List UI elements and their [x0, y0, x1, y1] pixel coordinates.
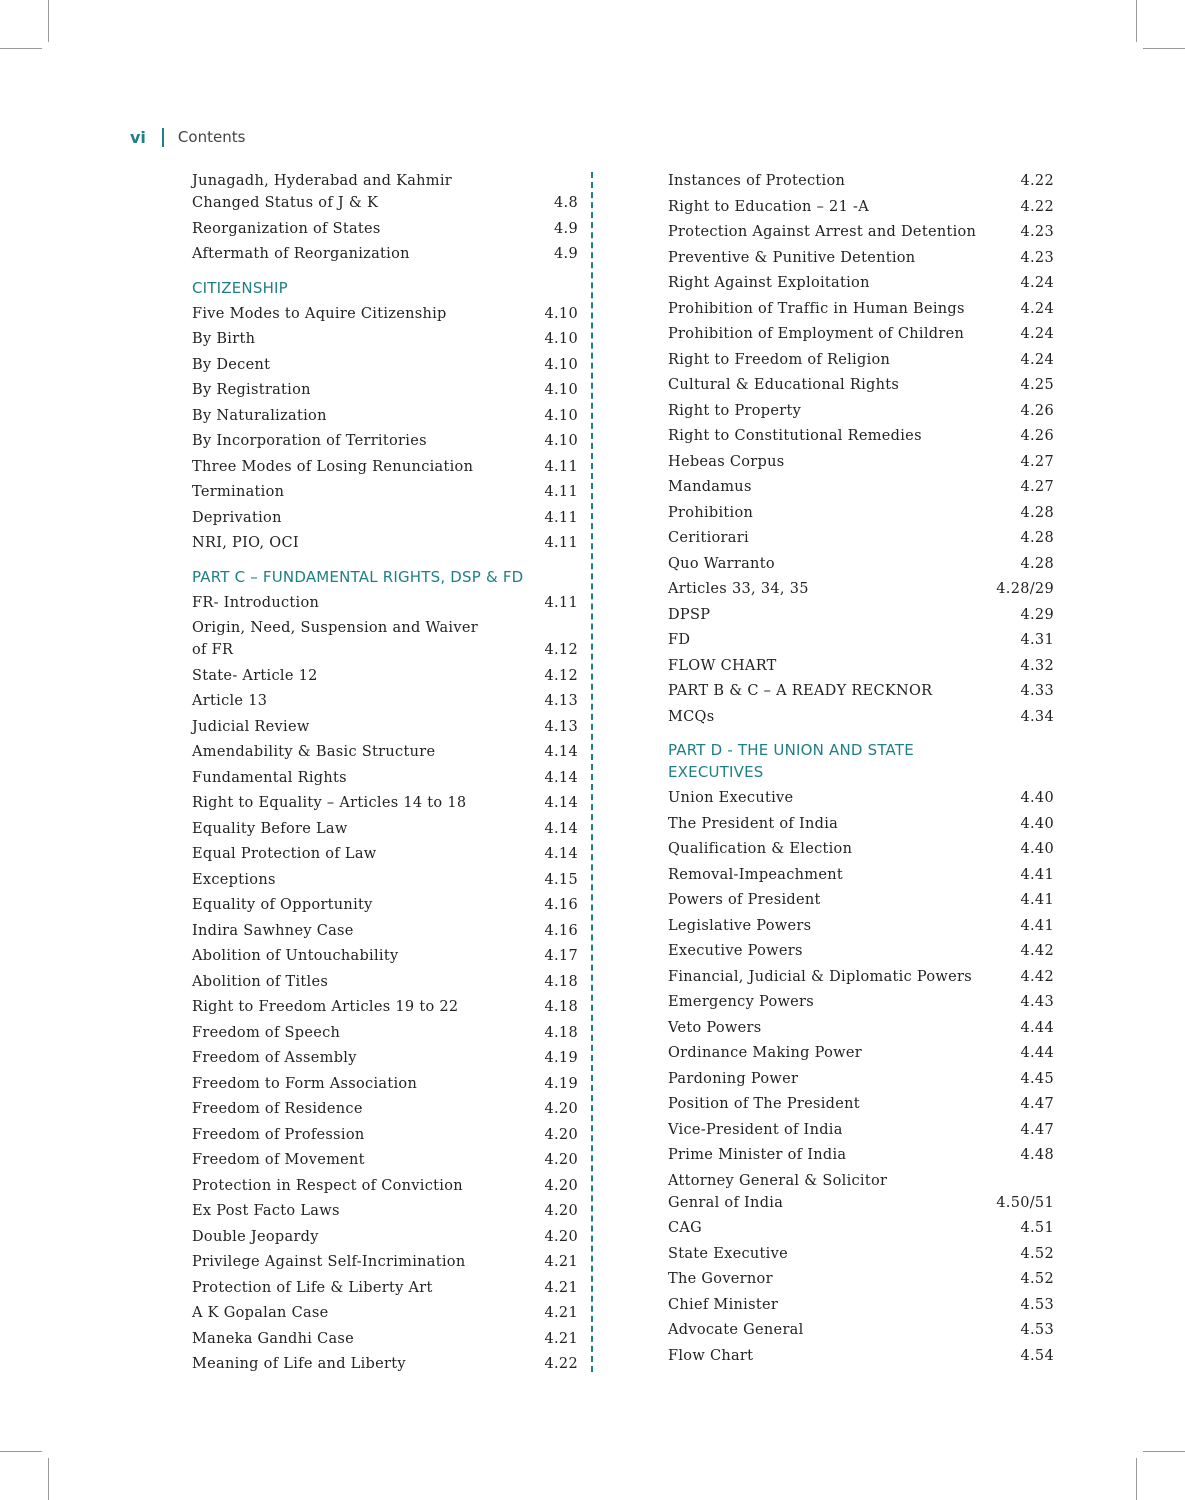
- toc-entry-page: 4.20: [544, 1228, 578, 1245]
- toc-entry-page: 4.12: [544, 642, 578, 658]
- toc-entry-title: The President of India: [668, 815, 839, 832]
- toc-entry-page: 4.54: [1020, 1347, 1054, 1364]
- toc-entry: [668, 602, 1054, 628]
- toc-entry-page: 4.33: [1020, 683, 1054, 699]
- toc-entry: [668, 1343, 1054, 1369]
- toc-entry: [668, 296, 1054, 322]
- toc-entry-page: 4.20: [544, 1152, 578, 1168]
- toc-entry-title: Five Modes to Aquire Citizenship: [192, 305, 447, 322]
- section-heading: PART D - THE UNION AND STATE EXECUTIVES: [668, 741, 914, 781]
- toc-entry-title: Judicial Review: [192, 718, 310, 735]
- toc-entry-page: 4.21: [544, 1254, 578, 1270]
- toc-entry-title: Cultural & Educational Rights: [668, 377, 900, 393]
- toc-entry-title: Prohibition: [668, 504, 754, 521]
- toc-entry-page: 4.10: [544, 382, 578, 398]
- crop-mark: [1143, 1451, 1185, 1452]
- toc-entry-title: By Naturalization: [192, 407, 327, 424]
- toc-right-column: [668, 168, 1054, 1368]
- toc-entry-title: Fundamental Rights: [192, 769, 347, 786]
- toc-entry-title: Abolition of Titles: [192, 973, 329, 990]
- toc-entry: [668, 1292, 1054, 1318]
- toc-entry-title: MCQs: [668, 708, 715, 725]
- toc-entry-title: Exceptions: [192, 871, 276, 888]
- toc-entry-title: Financial, Judicial & Diplomatic Powers: [668, 968, 972, 985]
- toc-entry: [668, 678, 1054, 704]
- toc-entry: [668, 989, 1054, 1015]
- toc-entry: [668, 423, 1054, 449]
- toc-entry-title: Right Against Exploitation: [668, 275, 870, 291]
- page-number: vi: [130, 127, 146, 147]
- toc-entry-title: Powers of President: [668, 892, 821, 908]
- toc-entry-page: 4.51: [1020, 1220, 1054, 1236]
- toc-entry: [668, 347, 1054, 373]
- toc-entry-title: Protection in Respect of Conviction: [192, 1177, 463, 1194]
- toc-entry: [192, 841, 578, 867]
- toc-entry-page: 4.10: [544, 407, 578, 424]
- toc-entry: [668, 551, 1054, 577]
- toc-entry-page: 4.28/29: [996, 581, 1054, 597]
- toc-entry-page: 4.13: [544, 693, 578, 709]
- toc-entry-title: Equality of Opportunity: [192, 897, 373, 913]
- toc-entry-page: 4.22: [1020, 173, 1054, 189]
- toc-entry: [192, 1122, 578, 1148]
- toc-entry-page: 4.28: [1020, 504, 1054, 521]
- toc-entry-title: Deprivation: [192, 509, 282, 526]
- toc-entry: [192, 1198, 578, 1224]
- toc-entry-page: 4.48: [1020, 1147, 1054, 1163]
- toc-entry-title: FLOW CHART: [668, 657, 777, 674]
- toc-entry: [192, 867, 578, 893]
- toc-entry-page: 4.42: [1020, 968, 1054, 985]
- toc-entry-title: By Birth: [192, 331, 256, 347]
- toc-entry-title: Vice-President of India: [668, 1121, 843, 1138]
- toc-entry-title: Right to Freedom Articles 19 to 22: [192, 999, 459, 1015]
- toc-entry: [192, 969, 578, 995]
- toc-entry-title: Hebeas Corpus: [668, 453, 785, 470]
- toc-entry-page: 4.17: [544, 948, 578, 964]
- toc-entry: [192, 1096, 578, 1122]
- toc-entry-title: Removal-Impeachment: [668, 866, 843, 883]
- toc-entry: [668, 1168, 1054, 1216]
- toc-entry: [192, 816, 578, 842]
- toc-entry-page: 4.14: [544, 744, 578, 760]
- toc-entry-page: 4.21: [544, 1330, 578, 1347]
- toc-entry-page: 4.24: [1020, 351, 1054, 368]
- toc-entry-title: PART B & C – A READY RECKNOR: [668, 683, 933, 699]
- toc-entry-page: 4.24: [1020, 326, 1054, 342]
- toc-entry: [668, 785, 1054, 811]
- toc-entry-page: 4.18: [544, 999, 578, 1015]
- toc-entry-title: Prohibition of Employment of Children: [668, 326, 965, 342]
- toc-entry-page: 4.32: [1020, 657, 1054, 674]
- toc-entry-title: By Decent: [192, 356, 271, 373]
- toc-entry-title: Maneka Gandhi Case: [192, 1330, 355, 1347]
- toc-entry: [668, 811, 1054, 837]
- column-divider: [591, 172, 593, 1372]
- toc-entry-page: 4.21: [544, 1279, 578, 1296]
- toc-entry-title: Aftermath of Reorganization: [192, 246, 410, 262]
- toc-entry-title: Protection of Life & Liberty Art: [192, 1279, 433, 1296]
- toc-entry-page: 4.15: [544, 871, 578, 888]
- toc-entry-page: 4.50/51: [996, 1194, 1054, 1211]
- toc-entry-title: Termination: [192, 484, 285, 500]
- toc-entry-page: 4.40: [1020, 790, 1054, 806]
- toc-entry: [668, 627, 1054, 653]
- toc-entry: [668, 1117, 1054, 1143]
- toc-entry-title: Freedom of Assembly: [192, 1050, 357, 1066]
- toc-entry-page: 4.41: [1020, 917, 1054, 934]
- toc-entry: [192, 326, 578, 352]
- toc-entry: [192, 301, 578, 327]
- toc-entry: [192, 918, 578, 944]
- toc-entry: [192, 1147, 578, 1173]
- toc-entry-page: 4.43: [1020, 994, 1054, 1010]
- toc-entry-title: Quo Warranto: [668, 555, 775, 572]
- toc-entry: [668, 1040, 1054, 1066]
- crop-mark: [48, 0, 49, 42]
- toc-entry-title: Freedom of Speech: [192, 1024, 341, 1041]
- toc-entry-title: Freedom to Form Association: [192, 1075, 418, 1092]
- toc-entry-page: 4.11: [544, 458, 578, 475]
- toc-entry-page: 4.19: [544, 1075, 578, 1092]
- toc-entry-title: Freedom of Movement: [192, 1152, 365, 1168]
- toc-entry: [668, 500, 1054, 526]
- toc-entry-page: 4.26: [1020, 428, 1054, 444]
- toc-entry-title: Right to Equality – Articles 14 to 18: [192, 795, 467, 811]
- toc-entry-title: Emergency Powers: [668, 994, 815, 1010]
- toc-entry-title: Ordinance Making Power: [668, 1045, 862, 1061]
- toc-entry-page: 4.9: [554, 220, 578, 237]
- crop-mark: [48, 1458, 49, 1500]
- toc-entry-page: 4.8: [554, 195, 578, 211]
- toc-entry: [668, 1215, 1054, 1241]
- toc-entry-page: 4.26: [1020, 402, 1054, 419]
- toc-entry: [192, 377, 578, 403]
- toc-entry-title: Position of The President: [668, 1096, 860, 1112]
- toc-entry-page: 4.47: [1020, 1096, 1054, 1112]
- toc-entry: [668, 1266, 1054, 1292]
- toc-entry-page: 4.47: [1020, 1121, 1054, 1138]
- toc-entry: [668, 836, 1054, 862]
- toc-entry-page: 4.53: [1020, 1322, 1054, 1338]
- toc-entry: [192, 590, 578, 616]
- toc-entry-page: 4.29: [1020, 606, 1054, 623]
- toc-entry-page: 4.16: [544, 897, 578, 913]
- toc-entry-page: 4.10: [544, 305, 578, 322]
- toc-entry-title: Junagadh, Hyderabad and Kahmir Changed Status of J & K: [192, 173, 453, 211]
- toc-entry-page: 4.53: [1020, 1296, 1054, 1313]
- crop-mark: [0, 1451, 42, 1452]
- toc-entry-page: 4.11: [544, 594, 578, 611]
- toc-entry-title: Instances of Protection: [668, 173, 846, 189]
- toc-entry-title: Advocate General: [668, 1322, 804, 1338]
- toc-entry: [192, 1300, 578, 1326]
- toc-entry-page: 4.27: [1020, 479, 1054, 495]
- toc-entry: [668, 1241, 1054, 1267]
- toc-entry-page: 4.13: [544, 718, 578, 735]
- toc-entry: [668, 1091, 1054, 1117]
- toc-entry-title: Ex Post Facto Laws: [192, 1203, 340, 1219]
- toc-entry-title: By Incorporation of Territories: [192, 433, 427, 449]
- toc-entry: [668, 704, 1054, 730]
- toc-entry-page: 4.19: [544, 1050, 578, 1066]
- toc-entry: [668, 270, 1054, 296]
- toc-entry: [192, 216, 578, 242]
- toc-entry-title: Articles 33, 34, 35: [668, 581, 809, 597]
- toc-entry-title: Reorganization of States: [192, 220, 381, 237]
- toc-entry-title: DPSP: [668, 606, 711, 623]
- toc-entry-title: Meaning of Life and Liberty: [192, 1356, 406, 1372]
- toc-entry: [192, 241, 578, 267]
- toc-entry-page: 4.41: [1020, 866, 1054, 883]
- toc-entry-title: Privilege Against Self-Incrimination: [192, 1254, 466, 1270]
- toc-entry-title: Three Modes of Losing Renunciation: [192, 458, 474, 475]
- toc-entry: [668, 372, 1054, 398]
- toc-entry-page: 4.11: [544, 535, 578, 551]
- toc-entry-page: 4.16: [544, 922, 578, 939]
- toc-entry: [668, 1015, 1054, 1041]
- toc-entry-title: Pardoning Power: [668, 1070, 799, 1087]
- toc-entry: [192, 892, 578, 918]
- toc-entry-title: Double Jeopardy: [192, 1228, 319, 1245]
- toc-entry: [192, 403, 578, 429]
- crop-mark: [1136, 1458, 1137, 1500]
- toc-entry-page: 4.20: [544, 1126, 578, 1143]
- toc-entry-page: 4.10: [544, 433, 578, 449]
- toc-entry-title: Indira Sawhney Case: [192, 922, 354, 939]
- toc-entry-title: Article 13: [192, 693, 268, 709]
- toc-entry-title: Abolition of Untouchability: [192, 948, 399, 964]
- toc-entry-title: Veto Powers: [668, 1019, 762, 1036]
- toc-entry: [192, 994, 578, 1020]
- toc-entry-title: Preventive & Punitive Detention: [668, 249, 916, 266]
- toc-entry-title: Mandamus: [668, 479, 752, 495]
- toc-entry-page: 4.14: [544, 769, 578, 786]
- toc-entry: [668, 168, 1054, 194]
- toc-entry-title: Origin, Need, Suspension and Waiver of FR: [192, 620, 478, 658]
- toc-entry-title: FR- Introduction: [192, 594, 320, 611]
- toc-entry-page: 4.18: [544, 973, 578, 990]
- toc-entry: [668, 449, 1054, 475]
- toc-entry-page: 4.41: [1020, 892, 1054, 908]
- toc-entry-title: Chief Minister: [668, 1296, 779, 1313]
- toc-entry-title: Freedom of Residence: [192, 1101, 363, 1117]
- toc-entry-page: 4.23: [1020, 249, 1054, 266]
- toc-entry-title: State Executive: [668, 1245, 788, 1262]
- toc-entry-page: 4.14: [544, 795, 578, 811]
- toc-entry: [192, 505, 578, 531]
- toc-entry: [192, 1275, 578, 1301]
- toc-entry-page: 4.11: [544, 509, 578, 526]
- toc-entry-page: 4.18: [544, 1024, 578, 1041]
- toc-entry-title: Right to Constitutional Remedies: [668, 428, 922, 444]
- crop-mark: [1143, 48, 1185, 49]
- toc-entry-title: Union Executive: [668, 790, 794, 806]
- toc-entry: [192, 352, 578, 378]
- toc-entry-page: 4.44: [1020, 1045, 1054, 1061]
- toc-entry: [192, 1173, 578, 1199]
- section-heading: CITIZENSHIP: [192, 278, 288, 297]
- toc-entry-page: 4.52: [1020, 1245, 1054, 1262]
- toc-entry-title: Qualification & Election: [668, 841, 853, 857]
- toc-entry-page: 4.24: [1020, 300, 1054, 317]
- toc-entry: [192, 688, 578, 714]
- toc-entry-title: Attorney General & Solicitor Genral of India: [668, 1172, 888, 1211]
- toc-entry: [192, 1326, 578, 1352]
- toc-entry-page: 4.52: [1020, 1271, 1054, 1287]
- toc-entry: [668, 525, 1054, 551]
- toc-entry: [668, 913, 1054, 939]
- toc-entry-title: The Governor: [668, 1271, 773, 1287]
- toc-entry-page: 4.10: [544, 331, 578, 347]
- toc-entry-title: Right to Freedom of Religion: [668, 351, 891, 368]
- toc-entry-title: FD: [668, 632, 691, 648]
- toc-entry-page: 4.24: [1020, 275, 1054, 291]
- toc-entry-title: Flow Chart: [668, 1347, 754, 1364]
- toc-entry-title: Prohibition of Traffic in Human Beings: [668, 300, 965, 317]
- toc-entry-title: Prime Minister of India: [668, 1147, 847, 1163]
- toc-entry-page: 4.14: [544, 820, 578, 837]
- toc-entry: [192, 479, 578, 505]
- toc-entry: [668, 653, 1054, 679]
- toc-entry-page: 4.9: [554, 246, 578, 262]
- toc-entry-page: 4.45: [1020, 1070, 1054, 1087]
- toc-entry-page: 4.23: [1020, 224, 1054, 240]
- toc-entry: [192, 1020, 578, 1046]
- toc-entry-title: Legislative Powers: [668, 917, 812, 934]
- toc-entry: [192, 1071, 578, 1097]
- toc-entry-page: 4.40: [1020, 815, 1054, 832]
- toc-entry: [668, 1066, 1054, 1092]
- toc-entry: [668, 938, 1054, 964]
- toc-entry: [192, 765, 578, 791]
- toc-entry-title: Equal Protection of Law: [192, 846, 377, 862]
- toc-entry-page: 4.22: [1020, 198, 1054, 215]
- toc-entry: [668, 245, 1054, 271]
- header-separator: [162, 128, 164, 147]
- toc-entry: [668, 1142, 1054, 1168]
- running-header: [130, 126, 245, 148]
- toc-entry-page: 4.22: [544, 1356, 578, 1372]
- toc-entry-page: 4.20: [544, 1203, 578, 1219]
- toc-entry: [668, 321, 1054, 347]
- toc-entry: [192, 943, 578, 969]
- toc-entry-title: A K Gopalan Case: [192, 1305, 329, 1321]
- toc-entry: [192, 663, 578, 689]
- toc-entry: [192, 714, 578, 740]
- toc-entry: [668, 887, 1054, 913]
- section-heading: PART C – FUNDAMENTAL RIGHTS, DSP & FD: [192, 567, 524, 586]
- toc-entry-page: 4.28: [1020, 530, 1054, 546]
- toc-entry: [668, 474, 1054, 500]
- toc-entry: [668, 194, 1054, 220]
- toc-entry-title: Amendability & Basic Structure: [192, 744, 436, 760]
- toc-entry: [192, 1045, 578, 1071]
- toc-entry: [668, 219, 1054, 245]
- toc-entry-page: 4.11: [544, 484, 578, 500]
- toc-entry: [192, 739, 578, 765]
- toc-entry: [668, 862, 1054, 888]
- toc-entry: [192, 1351, 578, 1377]
- toc-entry-title: By Registration: [192, 382, 311, 398]
- toc-entry-page: 4.42: [1020, 943, 1054, 959]
- toc-entry-page: 4.31: [1020, 632, 1054, 648]
- toc-entry-page: 4.25: [1020, 377, 1054, 393]
- toc-entry: [192, 168, 578, 216]
- toc-entry-page: 4.27: [1020, 453, 1054, 470]
- toc-entry-page: 4.28: [1020, 555, 1054, 572]
- toc-entry-page: 4.20: [544, 1177, 578, 1194]
- toc-entry-page: 4.21: [544, 1305, 578, 1321]
- toc-entry-page: 4.10: [544, 356, 578, 373]
- toc-entry: [668, 576, 1054, 602]
- toc-entry-title: CAG: [668, 1220, 703, 1236]
- toc-entry: [192, 428, 578, 454]
- toc-entry-page: 4.34: [1020, 708, 1054, 725]
- toc-entry: [192, 1224, 578, 1250]
- toc-entry-title: Protection Against Arrest and Detention: [668, 224, 977, 240]
- toc-left-column: [192, 168, 578, 1377]
- crop-mark: [0, 48, 42, 49]
- toc-entry-title: Freedom of Profession: [192, 1126, 365, 1143]
- toc-entry-title: NRI, PIO, OCI: [192, 535, 299, 551]
- toc-entry-title: State- Article 12: [192, 667, 318, 684]
- running-title: Contents: [177, 128, 246, 146]
- toc-entry-title: Ceritiorari: [668, 530, 749, 546]
- toc-entry-page: 4.44: [1020, 1019, 1054, 1036]
- crop-mark: [1136, 0, 1137, 42]
- toc-entry-page: 4.12: [544, 667, 578, 684]
- toc-entry-page: 4.20: [544, 1101, 578, 1117]
- toc-entry: [668, 398, 1054, 424]
- toc-entry: [668, 964, 1054, 990]
- toc-entry-page: 4.40: [1020, 841, 1054, 857]
- toc-entry: [192, 454, 578, 480]
- toc-entry-title: Equality Before Law: [192, 820, 348, 837]
- toc-entry-title: Right to Education – 21 -A: [668, 198, 869, 215]
- toc-entry: [192, 530, 578, 556]
- toc-entry-page: 4.14: [544, 846, 578, 862]
- toc-entry: [192, 1249, 578, 1275]
- toc-entry: [668, 1317, 1054, 1343]
- toc-entry: [192, 615, 578, 663]
- toc-entry-title: Right to Property: [668, 402, 802, 419]
- toc-entry: [192, 790, 578, 816]
- toc-entry-title: Executive Powers: [668, 943, 803, 959]
